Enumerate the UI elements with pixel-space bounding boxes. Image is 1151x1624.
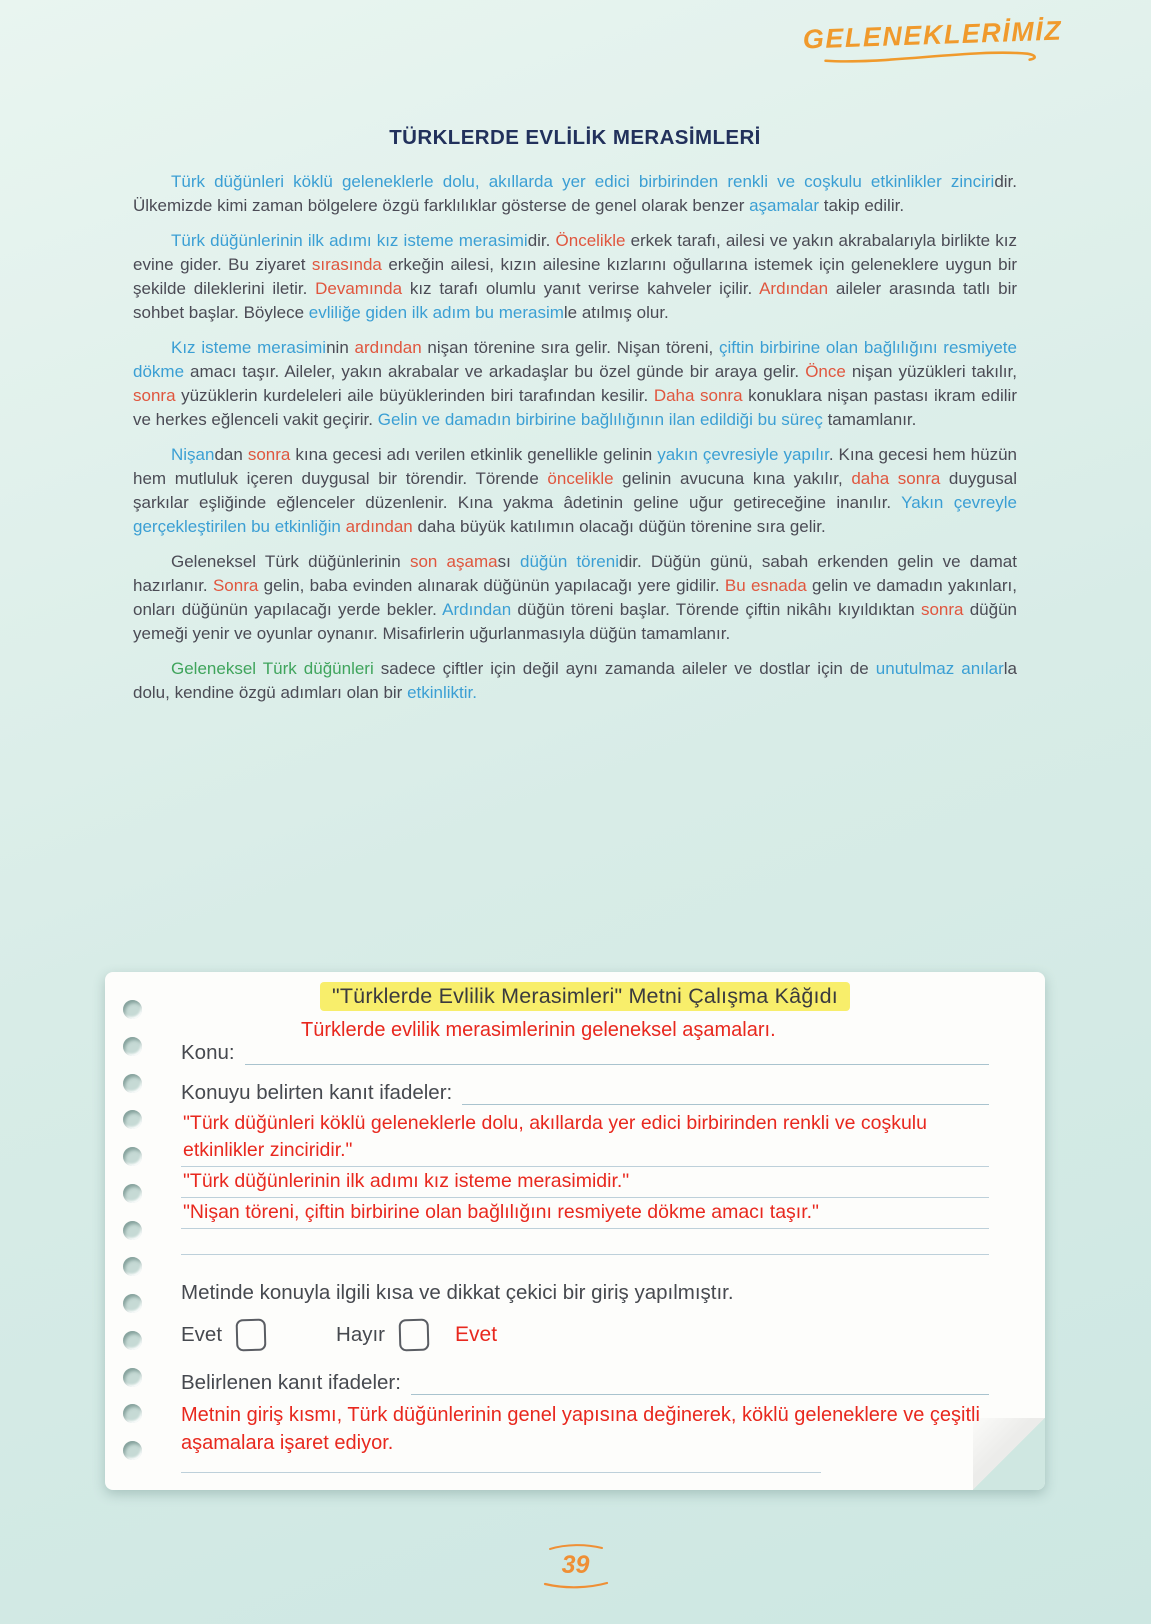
punch-hole-icon <box>123 1404 142 1423</box>
yes-label: Evet <box>181 1323 223 1346</box>
evidence-answer-3: "Nişan töreni, çiftin birbirine olan bağlılığını resmiyete dökme amacı taşır." <box>181 1198 989 1229</box>
punch-hole-icon <box>123 1184 142 1203</box>
topic-label: Konu: <box>181 1041 235 1064</box>
punch-hole-icon <box>123 1331 142 1350</box>
footer-swoosh-bottom <box>541 1580 611 1590</box>
article-paragraph-3: Kız isteme merasiminin ardından nişan törenine sıra gelir. Nişan töreni, çiftin birbirine olan bağlılığını resmiyete dökme amacı taşır. Aileler, yakın akrabalar ve arkadaşlar bu özel günde bir araya gelir. Önce nişan yüzükleri takılır, sonra yüzüklerin kurdeleleri aile büyüklerinden biri tarafından kesilir. Daha sonra konuklara nişan pastası ikram edilir ve herkes eğlenceli vakit geçirir. Gelin ve damadın birbirine bağlılığının ilan edildiği bu süreç tamamlanır. <box>133 338 1017 429</box>
punch-hole-icon <box>123 1441 142 1460</box>
punch-hole-icon <box>123 1147 142 1166</box>
article-title: TÜRKLERDE EVLİLİK MERASİMLERİ <box>389 126 761 149</box>
article <box>133 126 1017 716</box>
topic-answer: Türklerde evlilik merasimlerinin geleneksel aşamaları. <box>301 1019 776 1041</box>
chapter-badge-text: GELENEKLERİMİZ <box>802 15 1064 55</box>
article-paragraph-2: Türk düğünlerinin ilk adımı kız isteme merasimidir. Öncelikle erkek tarafı, ailesi ve yakın akrabalarıyla birlikte kız evine gider. Bu ziyaret sırasında erkeğin ailesi, kızın ailesine kızlarını oğullarına istemek için geleneklere uygun bir şekilde dileklerini iletir. Devamında kız tarafı olumlu yanıt verirse kahveler içilir. Ardından aileler arasında tatlı bir sohbet başlar. Böylece evliliğe giden ilk adım bu merasimle atılmış olur. <box>133 231 1018 322</box>
punch-hole-icon <box>123 1074 142 1093</box>
article-paragraph-1: Türk düğünleri köklü geleneklerle dolu, akıllarda yer edici birbirinden renkli ve coşkulu etkinlikler zinciridir. Ülkemizde kimi zaman bölgelere özgü farklılıklar gösterse de genel olarak benzer aşamalar takip edilir. <box>133 172 1017 215</box>
page-footer <box>0 1543 1151 1590</box>
punch-hole-icon <box>123 1110 142 1129</box>
footer-swoosh-top <box>546 1543 606 1551</box>
evidence-field <box>181 1081 989 1105</box>
spiral-binding <box>123 1000 142 1460</box>
punch-hole-icon <box>123 1037 142 1056</box>
article-paragraph-4: Nişandan sonra kına gecesi adı verilen etkinlik genellikle gelinin yakın çevresiyle yapılır. Kına gecesi hem hüzün hem mutluluk içeren duygusal bir törendir. Törende öncelikle gelinin avucuna kına yakılır, daha sonra duygusal şarkılar eşliğinde eğlenceler düzenlenir. Kına yakma âdetinin geline uğur getireceğine inanılır. Yakın çevreyle gerçekleştirilen bu etkinliğin ardından daha büyük katılımın olacağı düğün törenine sıra gelir. <box>133 445 1018 536</box>
topic-field <box>181 1041 989 1065</box>
evidence-answer-2: "Türk düğünlerinin ilk adımı kız isteme merasimidir." <box>181 1167 989 1198</box>
selected-evidence-field <box>181 1371 989 1395</box>
page-number: 39 <box>561 1551 590 1579</box>
no-label: Hayır <box>336 1323 386 1346</box>
yes-checkbox[interactable] <box>236 1319 267 1352</box>
article-paragraph-6: Geleneksel Türk düğünleri sadece çiftler için değil aynı zamanda aileler ve dostlar için de unutulmaz anılarla dolu, kendine özgü adımları olan bir etkinliktir. <box>133 659 1018 702</box>
worksheet-card <box>105 972 1045 1490</box>
selected-evidence-label: Belirlenen kanıt ifadeler: <box>181 1371 401 1394</box>
topic-answer-line <box>245 1046 989 1065</box>
punch-hole-icon <box>123 1294 142 1313</box>
evidence-label: Konuyu belirten kanıt ifadeler: <box>181 1081 453 1104</box>
no-checkbox[interactable] <box>399 1319 430 1352</box>
intro-statement: Metinde konuyla ilgili kısa ve dikkat çekici bir giriş yapılmıştır. <box>181 1281 734 1304</box>
yes-no-choices <box>181 1319 989 1351</box>
chapter-badge <box>803 15 1064 69</box>
selected-evidence-line <box>411 1376 989 1395</box>
intro-answer: Evet <box>455 1323 498 1346</box>
selected-evidence-answer: Metnin giriş kısmı, Türk düğünlerinin genel yapısına değinerek, köklü geleneklere ve çeşitli aşamalara işaret ediyor. <box>181 1404 980 1454</box>
punch-hole-icon <box>123 1000 142 1019</box>
punch-hole-icon <box>123 1221 142 1240</box>
punch-hole-icon <box>123 1257 142 1276</box>
evidence-answer-line <box>462 1086 989 1105</box>
punch-hole-icon <box>123 1368 142 1387</box>
blank-answer-line <box>181 1229 989 1255</box>
worksheet-title: "Türklerde Evlilik Merasimleri" Metni Çalışma Kâğıdı <box>320 982 850 1011</box>
evidence-answers <box>181 1109 989 1255</box>
article-paragraph-5: Geleneksel Türk düğünlerinin son aşaması düğün törenidir. Düğün günü, sabah erkenden gelin ve damat hazırlanır. Sonra gelin, baba evinden alınarak düğünün yapılacağı yere gidilir. Bu esnada gelin ve damadın yakınları, onları düğünün yapılacağı yerde bekler. Ardından düğün töreni başlar. Törende çiftin nikâhı kıyıldıktan sonra düğün yemeği yenir ve oyunlar oynanır. Misafirlerin uğurlanmasıyla düğün tamamlanır. <box>133 552 1017 643</box>
blank-answer-line <box>181 1457 821 1473</box>
evidence-answer-1: "Türk düğünleri köklü geleneklerle dolu, akıllarda yer edici birbirinden renkli ve coşkulu etkinlikler zinciridir." <box>181 1109 989 1167</box>
